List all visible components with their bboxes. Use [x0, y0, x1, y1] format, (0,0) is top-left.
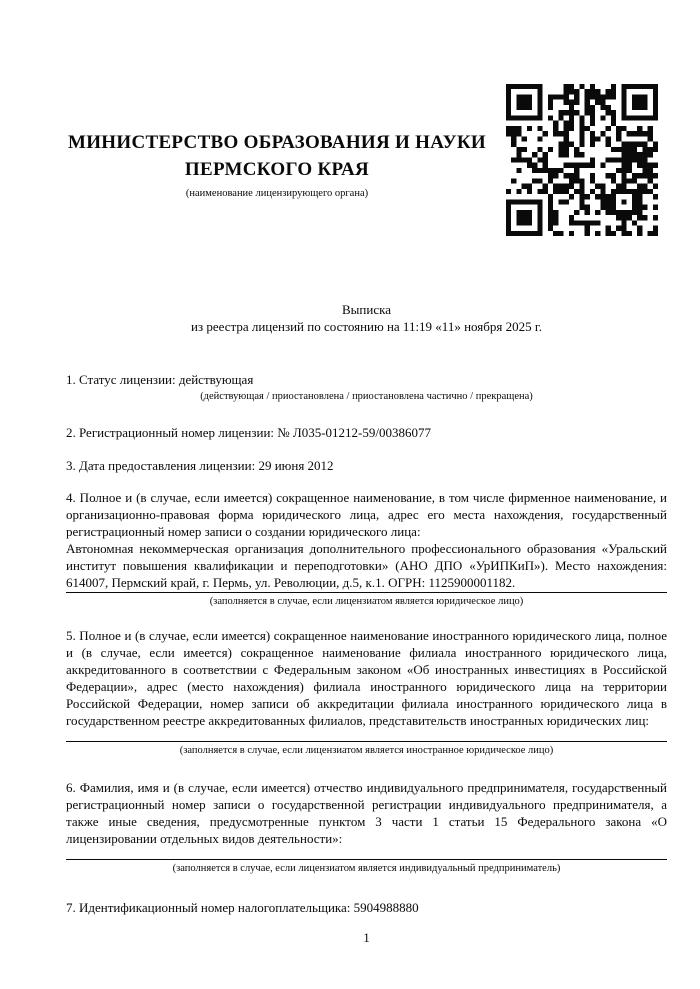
document-title-line2: из реестра лицензий по состоянию на 11:19 «11» ноября 2025 г.	[191, 319, 542, 334]
document-title-line1: Выписка	[342, 302, 391, 317]
ministry-name-line2: ПЕРМСКОГО КРАЯ	[184, 159, 370, 180]
item-taxpayer-number: 7. Идентификационный номер налогоплательщика: 5904988880	[66, 900, 419, 915]
item-legal-entity	[66, 489, 667, 609]
license-status-note: (действующая / приостановлена / приостановлена частично / прекращена)	[200, 391, 533, 402]
foreign-entity-question: 5. Полное и (в случае, если имеется) сокращенное наименование иностранного юридического лица, полное и (в случае, если имеется) сокращенное наименование филиала иностранного юридического лица, аккредитованного в соответствии с Федеральным законом «Об иностранных инвестициях в Российской Федерации», адрес (место нахождения) филиала иностранного юридического лица на территории Российской Федерации, номер записи об аккредитации филиала иностранного юридического лица в государственном реестре аккредитованных филиалов, представительств иностранных юридических лиц:	[66, 628, 667, 728]
foreign-entity-note: (заполняется в случае, если лицензиатом является иностранное юридическое лицо)	[179, 745, 554, 756]
ministry-caption: (наименование лицензирующего органа)	[185, 188, 369, 199]
document-body	[66, 0, 667, 946]
item-license-date: 3. Дата предоставления лицензии: 29 июня 2012	[66, 458, 334, 473]
page-number: 1	[363, 930, 370, 945]
individual-entrepreneur-question: 6. Фамилия, имя и (в случае, если имеется) отчество индивидуального предпринимателя, государственный регистрационный номер записи о государственной регистрации индивидуального предпринимателя, а также иные сведения, предусмотренные пунктом 3 части 1 статьи 15 Федерального закона «О лицензировании отдельных видов деятельности»:	[66, 780, 667, 846]
item-registration-number: 2. Регистрационный номер лицензии: № Л035-01212-59/00386077	[66, 425, 432, 440]
foreign-entity-blank-line	[66, 729, 667, 742]
individual-entrepreneur-note: (заполняется в случае, если лицензиатом является индивидуальный предприниматель)	[172, 863, 561, 874]
legal-entity-note: (заполняется в случае, если лицензиатом является юридическое лицо)	[209, 596, 524, 607]
ministry-name-line1: МИНИСТЕРСТВО ОБРАЗОВАНИЯ И НАУКИ	[67, 132, 487, 153]
item-license-status	[66, 371, 667, 404]
item-foreign-entity	[66, 627, 667, 758]
legal-entity-answer: Автономная некоммерческая организация дополнительного профессионального образования «Уральский институт повышения квалификации и переподготовки» (АНО ДПО «УрИПКиП»). Место нахождения: 614007, Пермский край, г. Пермь, ул. Революции, д.5, к.1. ОГРН: 1125900001182.	[66, 541, 667, 590]
legal-entity-question: 4. Полное и (в случае, если имеется) сокращенное наименование, в том числе фирменное наименование, и организационно-правовая форма юридического лица, адрес его места нахождения, государственный регистрационный номер записи о создании юридического лица:	[66, 490, 667, 539]
document-title	[66, 301, 667, 335]
license-status-text: 1. Статус лицензии: действующая	[66, 372, 254, 387]
individual-entrepreneur-blank-line	[66, 847, 667, 860]
legal-entity-block	[66, 489, 667, 593]
item-individual-entrepreneur	[66, 779, 667, 876]
